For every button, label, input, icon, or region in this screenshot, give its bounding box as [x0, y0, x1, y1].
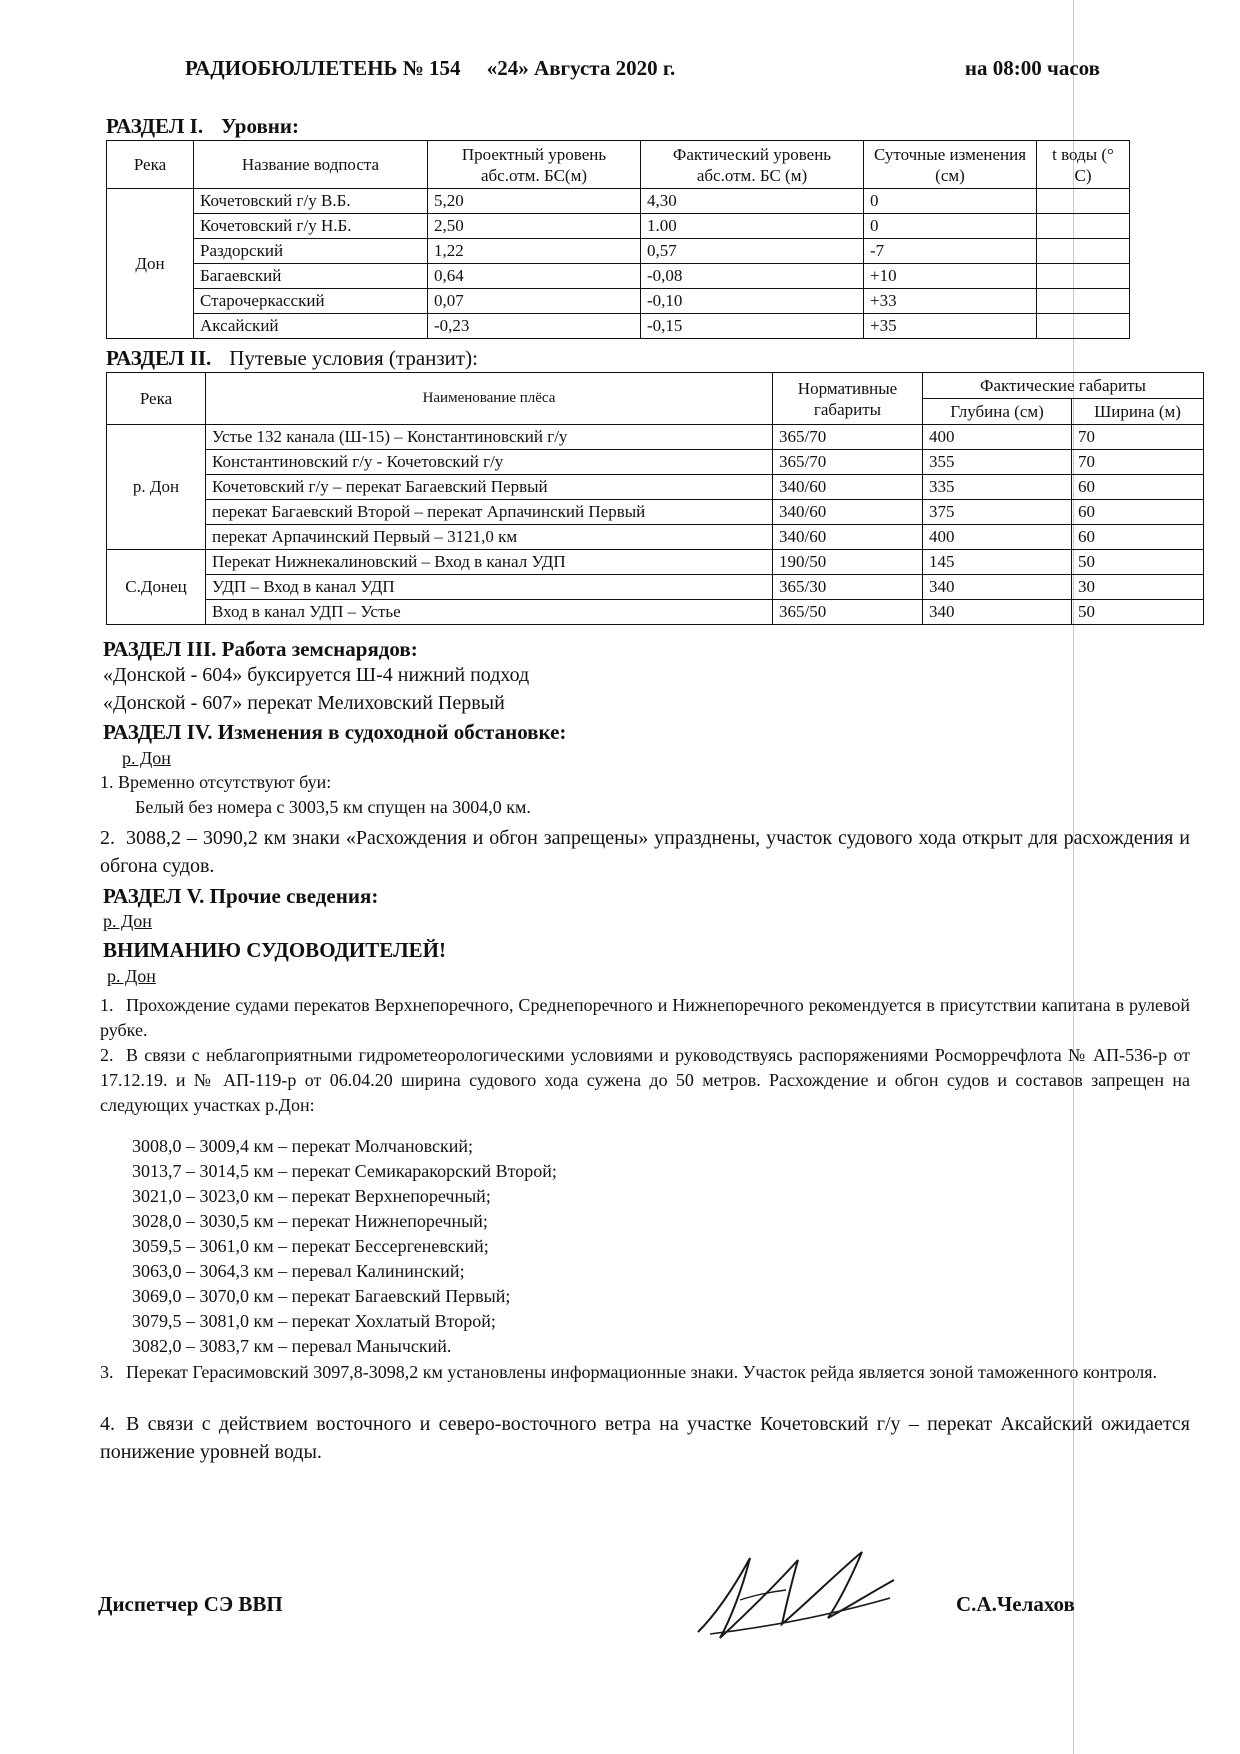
signature-image	[690, 1540, 900, 1650]
attention-item-2-num: 2.	[100, 1045, 114, 1065]
width-cell: 60	[1072, 475, 1204, 500]
levels-row	[107, 189, 1130, 214]
transit-row	[107, 550, 1204, 575]
attention-item-3-text: Перекат Герасимовский 3097,8-3098,2 км установлены информационные знаки. Участок рейда является зоной таможенного контроля.	[126, 1362, 1158, 1382]
stretch-cell: перекат Багаевский Второй – перекат Арпачинский Первый	[206, 500, 773, 525]
stretch-cell: Вход в канал УДП – Устье	[206, 600, 773, 625]
transit-body	[107, 425, 1204, 625]
design-level-cell: 0,07	[428, 289, 641, 314]
daily-change-cell: -7	[864, 239, 1037, 264]
design-level-cell: 0,64	[428, 264, 641, 289]
col-daily-change: Суточные изменения (см)	[864, 141, 1037, 189]
col-river: Река	[107, 141, 194, 189]
daily-change-cell: 0	[864, 189, 1037, 214]
section-2-title: РАЗДЕЛ II.	[106, 346, 212, 370]
levels-row	[107, 239, 1130, 264]
section-3-title: РАЗДЕЛ III. Работа земснарядов:	[103, 637, 418, 661]
section-4-item-1-detail: Белый без номера с 3003,5 км спущен на 3004,0 км.	[135, 797, 531, 817]
norm-cell: 365/30	[773, 575, 923, 600]
restricted-stretches-list	[132, 1134, 557, 1359]
actual-level-cell: 4,30	[641, 189, 864, 214]
col-post: Название водпоста	[194, 141, 428, 189]
water-temp-cell	[1037, 214, 1130, 239]
actual-level-cell: 1.00	[641, 214, 864, 239]
col-width: Ширина (м)	[1072, 399, 1204, 425]
post-cell: Старочеркасский	[194, 289, 428, 314]
depth-cell: 400	[923, 425, 1072, 450]
stretch-cell: Константиновский г/у - Кочетовский г/у	[206, 450, 773, 475]
section-4-river: р. Дон	[122, 748, 171, 768]
water-temp-cell	[1037, 264, 1130, 289]
design-level-cell: -0,23	[428, 314, 641, 339]
col-river: Река	[107, 373, 206, 425]
norm-cell: 340/60	[773, 475, 923, 500]
transit-row	[107, 500, 1204, 525]
attention-item-1	[100, 993, 1190, 1043]
actual-level-cell: -0,15	[641, 314, 864, 339]
levels-body	[107, 189, 1130, 339]
width-cell: 70	[1072, 425, 1204, 450]
attention-item-4-text: В связи с действием восточного и северо-восточного ветра на участке Кочетовский г/у – перекат Аксайский ожидается понижение уровней воды.	[100, 1413, 1190, 1463]
water-temp-cell	[1037, 239, 1130, 264]
section-4-item-1-text: Временно отсутствуют буи:	[118, 772, 332, 792]
dispatcher-name: С.А.Челахов	[956, 1592, 1075, 1616]
attention-item-2	[100, 1043, 1190, 1118]
stretch-cell: Устье 132 канала (Ш-15) – Константиновский г/у	[206, 425, 773, 450]
col-norm: Нормативные габариты	[773, 373, 923, 425]
transit-row	[107, 450, 1204, 475]
attention-item-2-text: В связи с неблагоприятными гидрометеорологическими условиями и руководствуясь распоряжениями Росморречфлота № АП-536-р от 17.12.19. и № АП-119-р от 06.04.20 ширина судового хода сужена до 50 метров. Расхождение и обгон судов и составов запрещен на следующих участках р.Дон:	[100, 1045, 1190, 1115]
depth-cell: 355	[923, 450, 1072, 475]
transit-row	[107, 425, 1204, 450]
section-1-title: РАЗДЕЛ I.	[106, 114, 204, 138]
design-level-cell: 5,20	[428, 189, 641, 214]
depth-cell: 400	[923, 525, 1072, 550]
depth-cell: 375	[923, 500, 1072, 525]
section-4-item-2-text: 3088,2 – 3090,2 км знаки «Расхождения и обгон запрещены» упразднены, участок судового хода открыт для расхождения и обгона судов.	[100, 827, 1190, 877]
col-actual-level: Фактический уровень абс.отм. БС (м)	[641, 141, 864, 189]
restricted-stretch-item: 3079,5 – 3081,0 км – перекат Хохлатый Второй;	[132, 1311, 496, 1331]
section-4-item-1-num: 1.	[100, 772, 114, 792]
attention-item-1-text: Прохождение судами перекатов Верхнепоречного, Среднепоречного и Нижнепоречного рекомендуется в присутствии капитана в рулевой рубке.	[100, 995, 1190, 1040]
levels-row	[107, 264, 1130, 289]
post-cell: Багаевский	[194, 264, 428, 289]
attention-river: р. Дон	[107, 966, 156, 986]
post-cell: Кочетовский г/у Н.Б.	[194, 214, 428, 239]
transit-row	[107, 525, 1204, 550]
section-2-heading	[106, 346, 478, 371]
section-4-title: РАЗДЕЛ IV. Изменения в судоходной обстановке:	[103, 720, 567, 744]
bulletin-header	[185, 56, 1100, 81]
depth-cell: 340	[923, 575, 1072, 600]
stretch-cell: УДП – Вход в канал УДП	[206, 575, 773, 600]
col-design-level: Проектный уровень абс.отм. БС(м)	[428, 141, 641, 189]
attention-item-4	[100, 1410, 1190, 1466]
daily-change-cell: +10	[864, 264, 1037, 289]
section-4-item-2	[100, 824, 1190, 880]
post-cell: Раздорский	[194, 239, 428, 264]
river-cell: С.Донец	[107, 550, 206, 625]
post-cell: Кочетовский г/у В.Б.	[194, 189, 428, 214]
section-5-river: р. Дон	[103, 911, 152, 931]
restricted-stretch-item: 3021,0 – 3023,0 км – перекат Верхнепоречный;	[132, 1186, 491, 1206]
actual-level-cell: -0,10	[641, 289, 864, 314]
attention-item-3	[100, 1360, 1190, 1385]
river-cell: Дон	[107, 189, 194, 339]
restricted-stretch-item: 3008,0 – 3009,4 км – перекат Молчановский;	[132, 1136, 473, 1156]
norm-cell: 190/50	[773, 550, 923, 575]
bulletin-title: РАДИОБЮЛЛЕТЕНЬ № 154	[185, 56, 461, 80]
stretch-cell: перекат Арпачинский Первый – 3121,0 км	[206, 525, 773, 550]
attention-item-3-num: 3.	[100, 1362, 114, 1382]
transit-table	[106, 372, 1204, 625]
col-depth: Глубина (см)	[923, 399, 1072, 425]
daily-change-cell: +35	[864, 314, 1037, 339]
depth-cell: 335	[923, 475, 1072, 500]
depth-cell: 145	[923, 550, 1072, 575]
restricted-stretch-item: 3069,0 – 3070,0 км – перекат Багаевский Первый;	[132, 1286, 511, 1306]
norm-cell: 365/70	[773, 425, 923, 450]
transit-header-row-1	[107, 373, 1204, 399]
restricted-stretch-item: 3028,0 – 3030,5 км – перекат Нижнепоречный;	[132, 1211, 488, 1231]
norm-cell: 365/50	[773, 600, 923, 625]
width-cell: 60	[1072, 525, 1204, 550]
stretch-cell: Перекат Нижнекалиновский – Вход в канал УДП	[206, 550, 773, 575]
water-temp-cell	[1037, 189, 1130, 214]
actual-level-cell: -0,08	[641, 264, 864, 289]
daily-change-cell: +33	[864, 289, 1037, 314]
attention-item-4-num: 4.	[100, 1413, 115, 1435]
width-cell: 50	[1072, 600, 1204, 625]
norm-cell: 365/70	[773, 450, 923, 475]
transit-row	[107, 600, 1204, 625]
col-actual-group: Фактические габариты	[923, 373, 1204, 399]
levels-header-row	[107, 141, 1130, 189]
section-1-subtitle: Уровни:	[221, 114, 299, 138]
levels-table	[106, 140, 1130, 339]
col-water-temp: t воды (° С)	[1037, 141, 1130, 189]
levels-row	[107, 214, 1130, 239]
width-cell: 50	[1072, 550, 1204, 575]
post-cell: Аксайский	[194, 314, 428, 339]
restricted-stretch-item: 3063,0 – 3064,3 км – перевал Калининский;	[132, 1261, 465, 1281]
design-level-cell: 1,22	[428, 239, 641, 264]
section-5-title: РАЗДЕЛ V. Прочие сведения:	[103, 884, 379, 908]
restricted-stretch-item: 3059,5 – 3061,0 км – перекат Бессергеневский;	[132, 1236, 489, 1256]
depth-cell: 340	[923, 600, 1072, 625]
attention-title: ВНИМАНИЮ СУДОВОДИТЕЛЕЙ!	[103, 938, 446, 962]
levels-row	[107, 289, 1130, 314]
section-4-item-1	[100, 772, 331, 793]
dredger-line-2: «Донской - 607» перекат Мелиховский Первый	[103, 692, 505, 714]
norm-cell: 340/60	[773, 525, 923, 550]
restricted-stretch-item: 3013,7 – 3014,5 км – перекат Семикаракорский Второй;	[132, 1161, 557, 1181]
levels-row	[107, 314, 1130, 339]
water-temp-cell	[1037, 314, 1130, 339]
river-cell: р. Дон	[107, 425, 206, 550]
width-cell: 30	[1072, 575, 1204, 600]
width-cell: 60	[1072, 500, 1204, 525]
bulletin-time: на 08:00 часов	[964, 56, 1100, 80]
transit-row	[107, 575, 1204, 600]
attention-item-1-num: 1.	[100, 995, 114, 1015]
design-level-cell: 2,50	[428, 214, 641, 239]
col-stretch: Наименование плёса	[206, 373, 773, 425]
width-cell: 70	[1072, 450, 1204, 475]
section-4-item-2-num: 2.	[100, 827, 115, 849]
water-temp-cell	[1037, 289, 1130, 314]
section-2-subtitle: Путевые условия (транзит):	[229, 346, 478, 370]
section-1-heading	[106, 114, 299, 139]
actual-level-cell: 0,57	[641, 239, 864, 264]
transit-row	[107, 475, 1204, 500]
norm-cell: 340/60	[773, 500, 923, 525]
restricted-stretch-item: 3082,0 – 3083,7 км – перевал Манычский.	[132, 1336, 452, 1356]
dispatcher-position: Диспетчер СЭ ВВП	[98, 1592, 283, 1616]
stretch-cell: Кочетовский г/у – перекат Багаевский Первый	[206, 475, 773, 500]
dredger-line-1: «Донской - 604» буксируется Ш-4 нижний подход	[103, 664, 530, 686]
daily-change-cell: 0	[864, 214, 1037, 239]
bulletin-date: «24» Августа 2020 г.	[486, 56, 676, 80]
